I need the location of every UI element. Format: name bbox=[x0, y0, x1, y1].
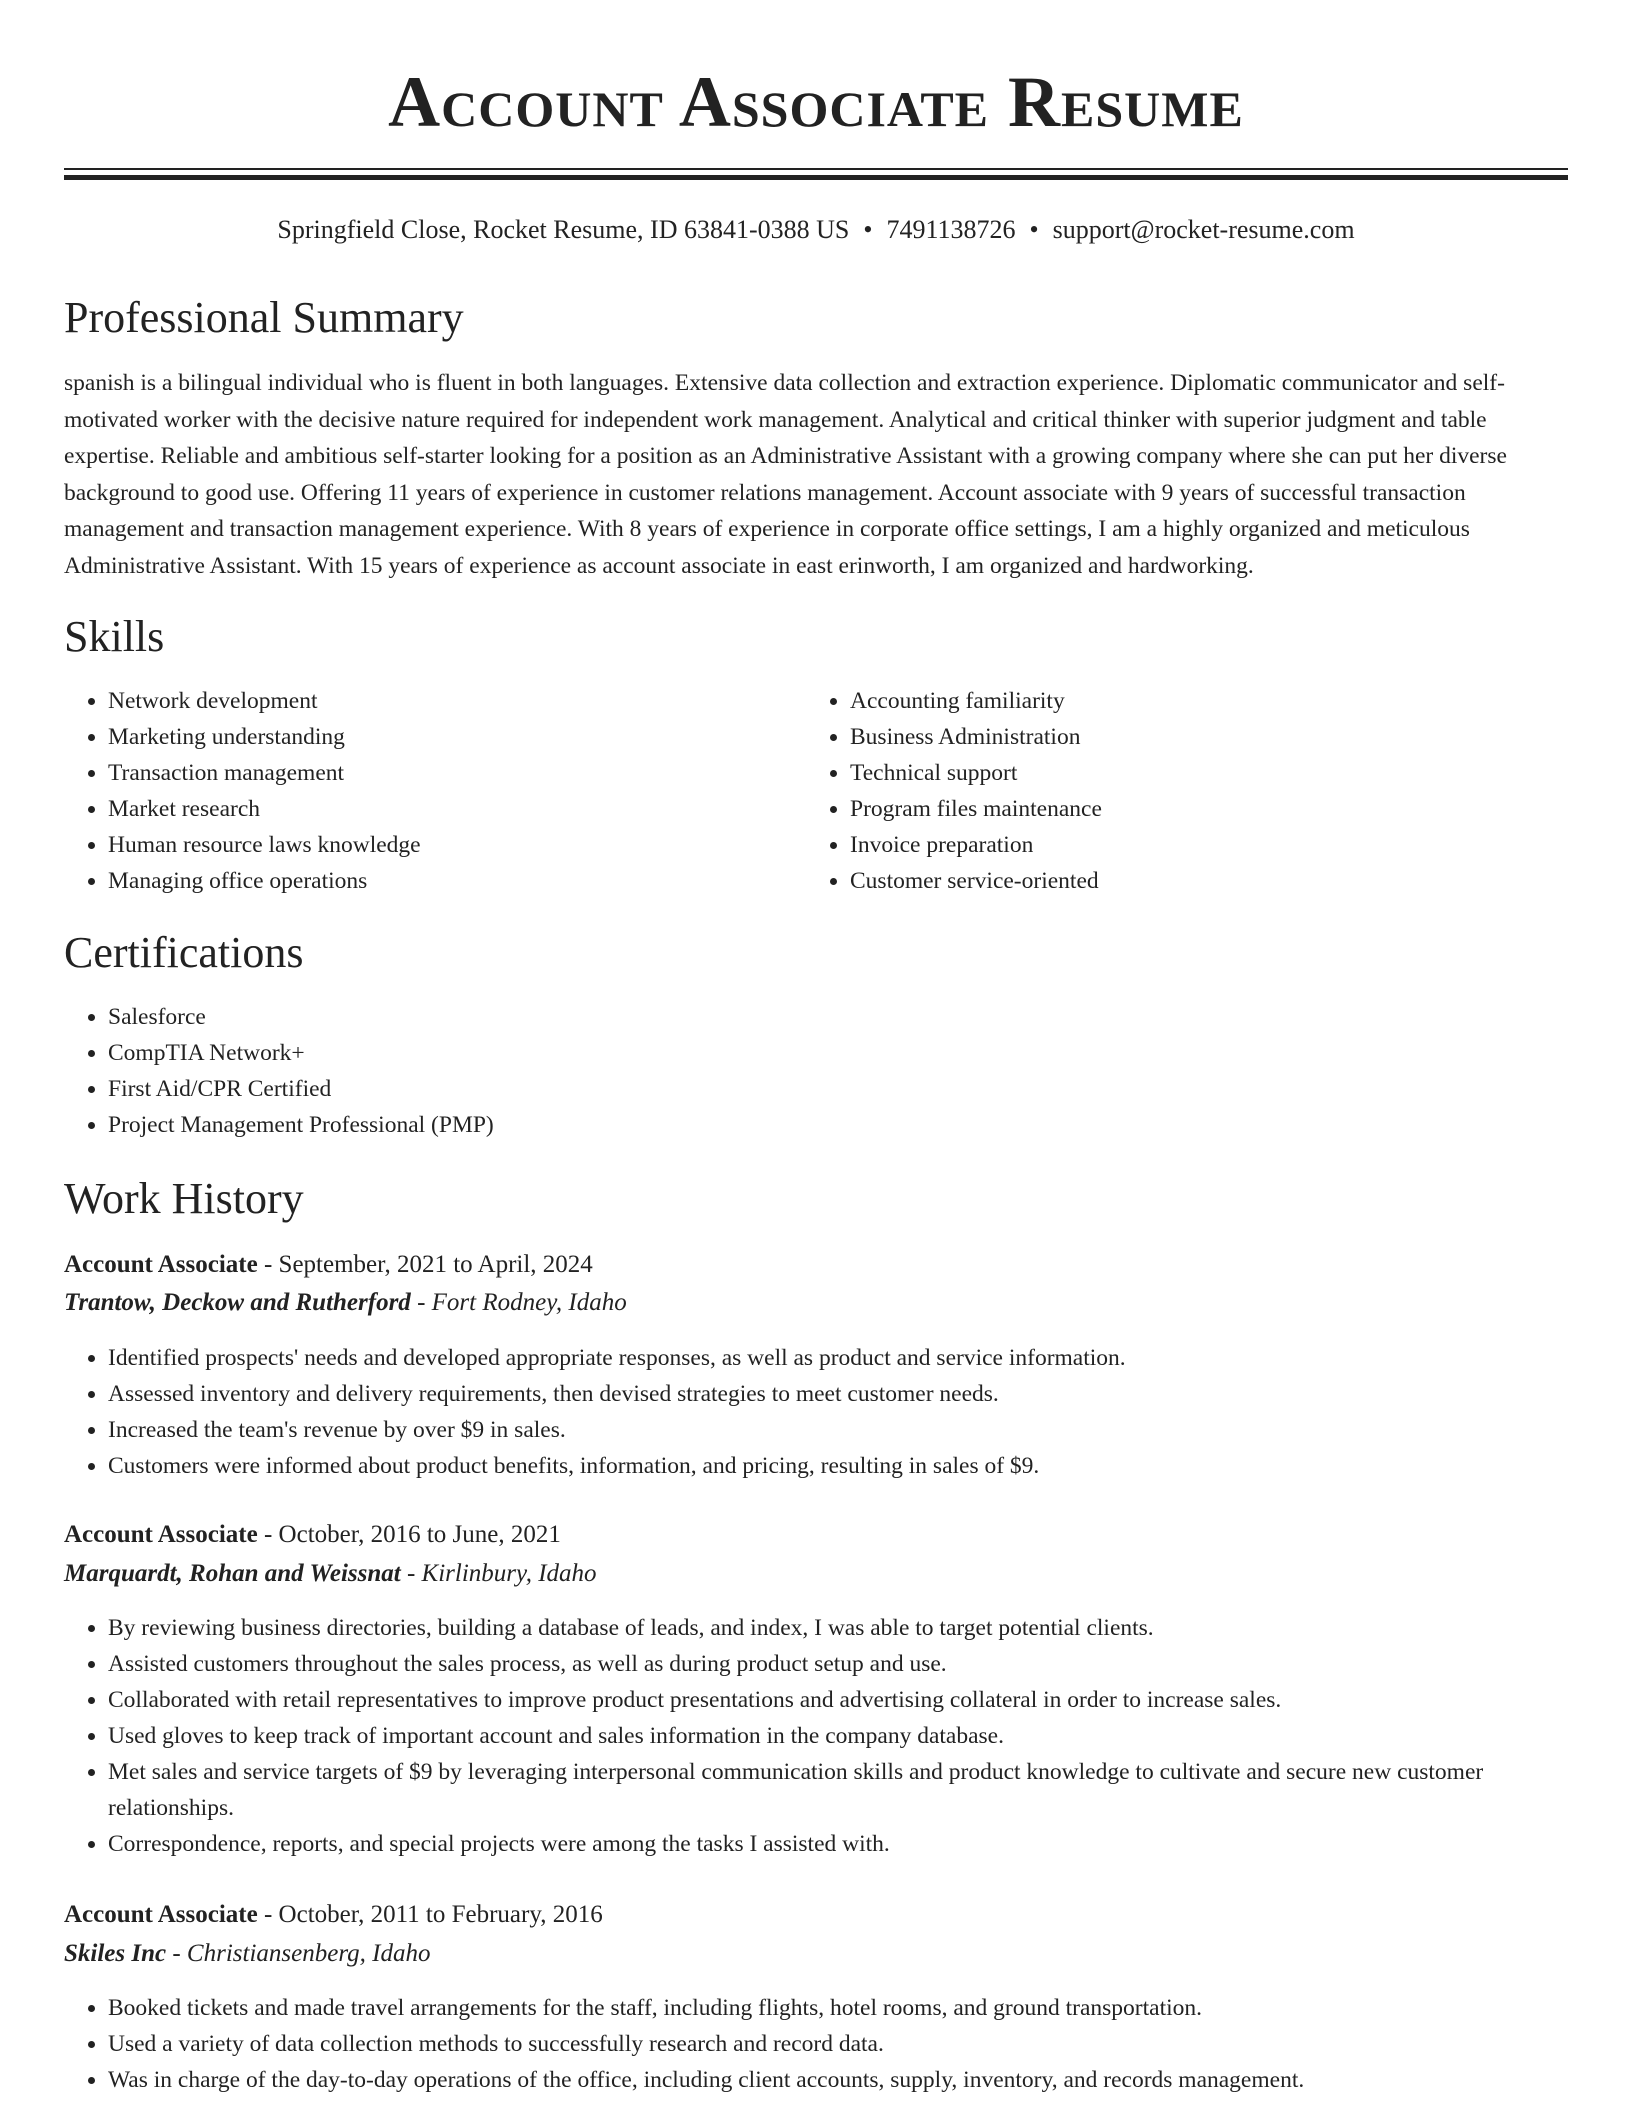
contact-email: support@rocket-resume.com bbox=[1052, 215, 1355, 244]
skill-item: • Program files maintenance bbox=[850, 791, 1550, 827]
job-dates: - October, 2011 to February, 2016 bbox=[263, 1901, 603, 1928]
summary-heading: Professional Summary bbox=[64, 293, 464, 342]
job-bullets bbox=[64, 1990, 1568, 2098]
job-bullets bbox=[64, 1340, 1568, 1484]
certifications-heading: Certifications bbox=[64, 928, 304, 977]
job-bullet: • Met sales and service targets of $9 by leveraging interpersonal communication skills and product knowledge to cultivate and secure new customer relationships. bbox=[108, 1754, 1568, 1826]
job-bullet: • Correspondence, reports, and special projects were among the tasks I assisted with. bbox=[108, 1826, 1568, 1862]
skill-item: • Customer service-oriented bbox=[850, 863, 1550, 899]
job-company-line bbox=[64, 1936, 430, 1972]
title-rule-thick bbox=[64, 175, 1568, 180]
skill-item: • Business Administration bbox=[850, 719, 1550, 755]
certifications-list bbox=[64, 999, 1568, 1143]
skills-list-left bbox=[64, 683, 808, 899]
job-title-line bbox=[64, 1897, 603, 1933]
job-title: Account Associate bbox=[64, 1251, 258, 1278]
job-bullet: • Collaborated with retail representatives to improve product presentations and advertising collateral in order to increase sales. bbox=[108, 1682, 1568, 1718]
contact-line bbox=[64, 212, 1568, 248]
job-company: Trantow, Deckow and Rutherford bbox=[64, 1289, 411, 1316]
skill-item: • Human resource laws knowledge bbox=[108, 827, 808, 863]
summary-text: spanish is a bilingual individual who is fluent in both languages. Extensive data collection and extraction experience. Diplomatic communicator and self-motivated worker with the decisive nature required for independent work management. Analytical and critical thinker with superior judgment and table expertise. Reliable and ambitious self-starter looking for a position as an Administrative Assistant with a growing company where she can put her diverse background to good use. Offering 11 years of experience in customer relations management. Account associate with 9 years of successful transaction management and transaction management experience. With 8 years of experience in corporate office settings, I am a highly organized and meticulous Administrative Assistant. With 15 years of experience as account associate in east erinworth, I am organized and hardworking. bbox=[64, 370, 1507, 579]
job-dates: - October, 2016 to June, 2021 bbox=[263, 1521, 561, 1548]
job-company-line bbox=[64, 1285, 627, 1321]
job-bullet: • Assessed inventory and delivery requirements, then devised strategies to meet customer needs. bbox=[108, 1376, 1568, 1412]
job-company: Marquardt, Rohan and Weissnat bbox=[64, 1560, 401, 1587]
job-bullet: • Used gloves to keep track of important account and sales information in the company database. bbox=[108, 1718, 1568, 1754]
job-bullet: • Customers were informed about product benefits, information, and pricing, resulting in sales of $9. bbox=[108, 1448, 1568, 1484]
job-bullet: • Increased the team's revenue by over $9 in sales. bbox=[108, 1412, 1568, 1448]
skills-heading: Skills bbox=[64, 612, 165, 661]
job-location: - Kirlinbury, Idaho bbox=[406, 1560, 597, 1587]
job-title-line bbox=[64, 1517, 561, 1553]
title-rule-thin bbox=[64, 168, 1568, 170]
job-bullet: • Assisted customers throughout the sales process, as well as during product setup and use. bbox=[108, 1646, 1568, 1682]
job-bullet: • Used a variety of data collection methods to successfully research and record data. bbox=[108, 2026, 1568, 2062]
skill-item: • Market research bbox=[108, 791, 808, 827]
skill-item: • Accounting familiarity bbox=[850, 683, 1550, 719]
job-company-line bbox=[64, 1556, 597, 1592]
job-dates: - September, 2021 to April, 2024 bbox=[263, 1251, 593, 1278]
job-bullet: • Booked tickets and made travel arrangements for the staff, including flights, hotel rooms, and ground transportation. bbox=[108, 1990, 1568, 2026]
skill-item: • Invoice preparation bbox=[850, 827, 1550, 863]
skill-item: • Transaction management bbox=[108, 755, 808, 791]
contact-address: Springfield Close, Rocket Resume, ID 63841-0388 US bbox=[277, 215, 850, 244]
skill-item: • Technical support bbox=[850, 755, 1550, 791]
resume-title: Account Associate Resume bbox=[388, 62, 1244, 142]
job-location: - Fort Rodney, Idaho bbox=[417, 1289, 627, 1316]
contact-separator: • bbox=[863, 215, 873, 244]
skill-item: • Network development bbox=[108, 683, 808, 719]
job-bullet: • By reviewing business directories, building a database of leads, and index, I was able to target potential clients. bbox=[108, 1610, 1568, 1646]
skills-list-right bbox=[806, 683, 1550, 899]
certification-item: • CompTIA Network+ bbox=[108, 1035, 1568, 1071]
skill-item: • Marketing understanding bbox=[108, 719, 808, 755]
job-title-line bbox=[64, 1247, 593, 1283]
job-title: Account Associate bbox=[64, 1521, 258, 1548]
work-history-heading: Work History bbox=[64, 1174, 304, 1223]
certification-item: • First Aid/CPR Certified bbox=[108, 1071, 1568, 1107]
certification-item: • Project Management Professional (PMP) bbox=[108, 1107, 1568, 1143]
skill-item: • Managing office operations bbox=[108, 863, 808, 899]
job-company: Skiles Inc bbox=[64, 1940, 167, 1967]
job-bullets bbox=[64, 1610, 1568, 1862]
job-bullet: • Identified prospects' needs and developed appropriate responses, as well as product and service information. bbox=[108, 1340, 1568, 1376]
certification-item: • Salesforce bbox=[108, 999, 1568, 1035]
contact-separator: • bbox=[1029, 215, 1039, 244]
job-bullet: • Was in charge of the day-to-day operations of the office, including client accounts, supply, inventory, and records management. bbox=[108, 2062, 1568, 2098]
job-location: - Christiansenberg, Idaho bbox=[172, 1940, 431, 1967]
job-title: Account Associate bbox=[64, 1901, 258, 1928]
contact-phone: 7491138726 bbox=[886, 215, 1016, 244]
